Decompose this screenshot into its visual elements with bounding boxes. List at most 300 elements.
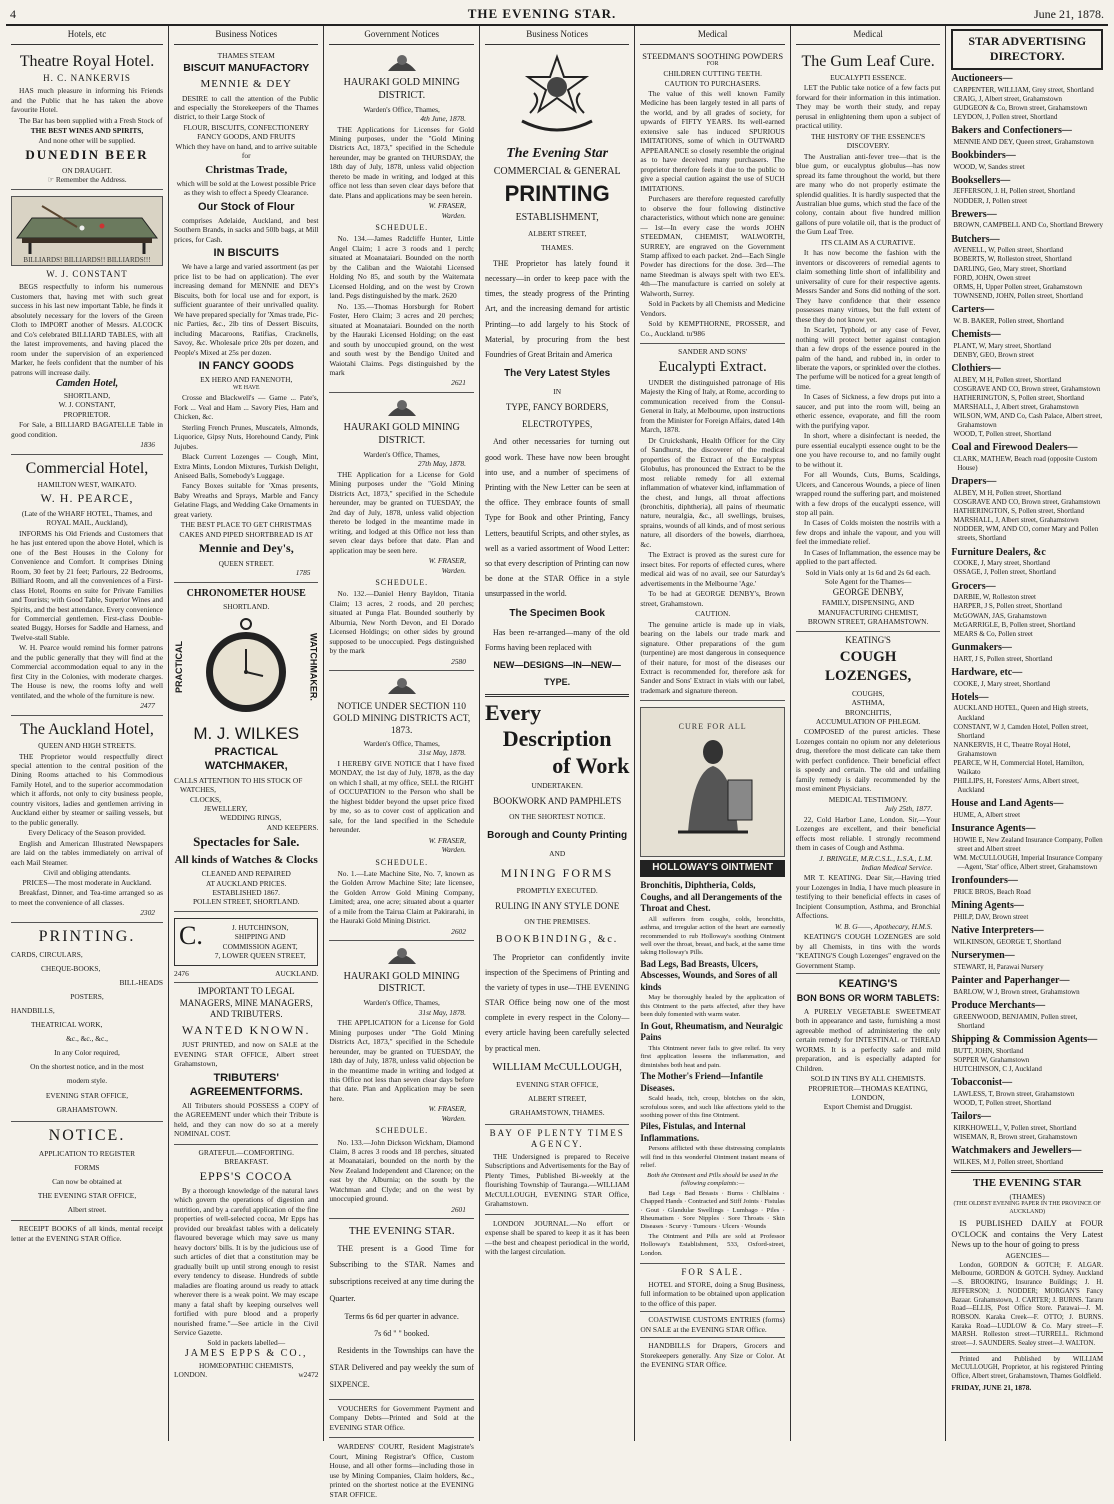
directory-category: Bookbinders—	[951, 149, 1016, 161]
ad-display-line: Every	[484, 700, 542, 726]
column-heading: Medical	[796, 26, 940, 45]
ad-body: The genuine article is made up in vials, bearing on the labels our trade mark and signature. Other preparations of the gum (turpentine) are most dangerous in consequence of their nature, for most of the diseases our Extract is recommended for, therefore ask for Sander and Sons' Extract in vials with our label, trademark and signature thereon.	[640, 619, 785, 695]
ad-vouchers	[329, 1400, 473, 1438]
ad-line: ALBERT STREET,	[527, 1093, 587, 1103]
ad-line: JEWELLERY,	[204, 803, 248, 813]
ad-body: The Extract is proved as the surest cure for insect bites. For reports of effected cures, where medical aid was of no avail, see our Saturday's advertisements in the Melbourne 'Age.'	[640, 550, 785, 588]
ad-body: INFORMS his Old Friends and Customers that he has just entered upon the above Hotel, which is one of the Best Houses in the Colony for Convenience and Comfort. It comprises Dining Room, 30 feet by 21 feet; Parlours, 22 Bedrooms, Billiard Room, and all the conveniences of a First-class Hotel, Rooms en suite for Private Families and Tourists; with Good Table, Superior Wines and Spirits, and the best attendance. Every convenience for Commercial gentlemen. First-class Double-seated Buggy, Horses for Saddle and Harness, and Twelve-stall Stable.	[11, 528, 163, 642]
ad-title: BISCUIT MANUFACTORY	[183, 61, 310, 74]
ad-body: In Cases of Colds moisten the nostrils with a few drops and inhale the vapour, and you will feel the immediate relief.	[795, 518, 941, 547]
coat-of-arms-icon	[329, 674, 473, 698]
ad-line: FAMILY, DISPENSING, AND MANUFACTURING CHEMIST,	[818, 598, 919, 617]
column-heading: Medical	[640, 26, 784, 45]
ad-line: Sold in Vials only at 1s 6d and 2s 6d each.	[805, 567, 931, 577]
directory-category: Coal and Firewood Dealers—	[951, 442, 1078, 454]
directory-entry: HUTCHINSON, C J, Auckland	[953, 1064, 1042, 1073]
column-heading: Hotels, etc	[11, 26, 163, 45]
ad-subhead: Bronchitis, Diphtheria, Colds, Coughs, and all Derangements of the Throat and Chest.	[640, 880, 782, 914]
directory-entry: MARSHALL, J, Albert street, Grahamstown	[953, 516, 1079, 525]
billiard-table-icon	[12, 196, 162, 256]
masthead	[6, 4, 1108, 26]
ad-body: By a thorough knowledge of the natural laws which govern the operations of digestion and nutrition, and by a careful application of the fine properties of well-selected cocoa, Mr Epps has provided our breakfast tables with a delicately flavoured beverage which may save us many heavy doctors' bills. It is by the judicious use of such articles of diet that a constitution may be gradually built up until strong enough to resist every tendency to disease. Hundreds of subtle maladies are floating around us ready to attack wherever there is a weak point. We may escape many a fatal shaft by keeping ourselves well fortified with pure blood and a properly nourished frame."—See article in the Civil Service Gazette.	[174, 1185, 319, 1337]
ad-body: We have a large and varied assortment (as per price list to be had on application). The ever increasing demand for MENNIE and DEY's Biscuits, both for local use and for export, is sufficient guarantee of their unrivalled quality. We have prepared specially for 'Xmas trade, Pic-nic Parties, &c., 2lb tins of Dessert Biscuits, including Macaroons, Ratifias, Cracknells, Savoy, &c. Wholesale price 20s per dozen, and People's Mixed at 25s per dozen.	[174, 262, 319, 357]
drop-letter: C.	[179, 920, 203, 950]
notice-role: Warden.	[441, 565, 466, 575]
paper-title: THE EVENING STAR.	[467, 6, 617, 21]
directory-entry: LAWLESS, T, Brown street, Grahamstown	[953, 1089, 1075, 1098]
ad-line: UNDERTAKEN.	[531, 781, 583, 791]
ad-body: The value of this well known Family Medicine has been largely tested in all parts of the world, and by all grades of society, for upwards of FIFTY YEARS. Its well-earned extensive sale has induced SPURIOUS IMITATIONS, some of which in OUTWARD APPEARANCE so closely resemble the original as to have deceived many purchasers. The proprietor therefore feels it due to the public to give a special caution against the use of SUCH IMITATIONS.	[640, 89, 785, 193]
ad-steedmans-powders	[640, 48, 784, 345]
paper-title: THE EVENING STAR	[972, 1176, 1082, 1189]
directory-entry: ALBEY, M H, Pollen street, Shortland	[953, 375, 1062, 384]
ad-signature: W. B. G——, Apothecary, H.M.S.	[834, 921, 933, 931]
ad-line: POSTERS,	[70, 992, 104, 1002]
ad-line: PROPRIETOR.	[63, 409, 111, 419]
notice-office: Warden's Office, Thames,	[363, 450, 440, 459]
ad-line: Can now be obtained at	[52, 1177, 122, 1187]
ad-body: LONDON JOURNAL.—No effort or expense shall be spared to keep it as it has been—the best and cheapest periodical in the world, with the largest circulation.	[484, 1218, 630, 1257]
directory-entry: WILKES, M J, Pollen street, Shortland	[953, 1157, 1063, 1166]
ad-body: Sold by KEMPTHORNE, PROSSER, and Co., Auckland. tu'986	[640, 319, 785, 338]
ad-line: ASTHMA,	[851, 698, 885, 708]
ad-subhead: Borough and County Printing	[487, 830, 628, 842]
ad-body: MR T. KEATING. Dear Sir,—Having tried your Lozenges in India, I have much pleasure in testifying to their beneficial effects in cases of Incipient Consumption, Asthma, and Bronchial Affections.	[795, 873, 941, 921]
ad-line: Sold in packets labelled—	[207, 1338, 286, 1348]
directory-entry: DARLING, Geo, Mary street, Shortland	[953, 264, 1067, 273]
ad-body: The Australian anti-fever tree—that is the blue gum, or eucalyptus globulus—has now spread its fame throughout the world, but there are many who do not properly estimate the splendid qualities. It is hardly suspected that the Australian blue gums, which stud the face of the colony, contain about five hundred million gallons of pure volatile oil, that is the product of the Gum Leaf Tree.	[795, 151, 941, 237]
ad-body: English and American Illustrated Newspapers are laid on the tables immediately on arrival of each Mail Steamer.	[11, 838, 163, 867]
notice-title: HAURAKI GOLD MINING DISTRICT.	[343, 422, 460, 447]
ad-line: Camden Hotel,	[55, 378, 119, 389]
ad-gum-leaf-cure	[796, 48, 940, 632]
ad-line: BROWN STREET, GRAHAMSTOWN.	[807, 617, 929, 627]
ad-line: AT AUCKLAND PRICES.	[205, 878, 287, 888]
advertising-directory	[951, 73, 1103, 1167]
ad-line: Terms 6s 6d per quarter in advance.	[344, 1311, 459, 1321]
ad-body: RECEIPT BOOKS of all kinds, mental receipt letter at the EVENING STAR Office.	[11, 1224, 163, 1243]
directory-entry: CONSTANT, W J, Camden Hotel, Pollen street, Shortland	[953, 722, 1089, 740]
ad-line: &c., &c., &c.,	[66, 1034, 108, 1044]
ad-line: GRAHAMSTOWN.	[56, 1104, 118, 1114]
ad-line: On the shortest notice, and in the most	[30, 1062, 144, 1072]
ad-line: HANDBILLS,	[11, 1006, 55, 1016]
ad-side-text: WATCHMAKER.	[308, 632, 319, 701]
ad-body: It has now become the fashion with the inventors or discoverers of remedial agents to claim something little short of infallibility and universality of cure for their respective agents. Messrs Sander and Sons did nothing of the sort. They have confidence that their essence possesses many virtues, but the full extent of these they do not know yet.	[795, 248, 941, 324]
directory-entry: SOPPER W, Grahamstown	[953, 1055, 1030, 1064]
directory-entry: COOKE, J, Mary street, Shortland	[953, 559, 1050, 568]
ad-line: THE BEST PLACE TO GET CHRISTMAS CAKES AND PIPED SHORTBREAD IS AT	[179, 520, 314, 539]
ad-body: THE present is a Good Time for Subscribing to the STAR. Names and subscriptions received at any time during the Quarter.	[329, 1243, 474, 1303]
ad-line: Export Chemist and Druggist.	[823, 1102, 913, 1112]
directory-entry: KIRKHOWELL, V, Pollen street, Shortland	[953, 1123, 1077, 1132]
directory-entry: ALBEY, M H, Pollen street, Shortland	[953, 489, 1062, 498]
ad-line: QUEEN STREET.	[218, 558, 274, 568]
directory-entry: WISEMAN, R, Brown street, Grahamstown	[953, 1132, 1078, 1141]
ad-body: VOUCHERS for Government Payment and Company Debts—Printed and Sold at the EVENING STAR Office.	[329, 1403, 474, 1432]
column-heading: Business Notices	[174, 26, 318, 45]
ad-signature: GEORGE DENBY,	[832, 586, 904, 597]
ad-display-line: Description	[502, 726, 612, 752]
directory-entry: DENBY, GEO, Brown street	[953, 350, 1034, 359]
ad-line: SANDER AND SONS'	[678, 347, 748, 357]
notice-date: 31st May, 1878.	[418, 1007, 466, 1017]
ad-line: RULING IN ANY STYLE DONE	[495, 901, 620, 912]
ad-subhead: Our Stock of Flour	[197, 200, 295, 213]
ad-line: 7, LOWER QUEEN STREET,	[214, 951, 306, 961]
ad-number: 1836	[140, 440, 155, 450]
directory-entry: TOWNSEND, JOHN, Pollen street, Shortland	[953, 291, 1083, 300]
directory-entry: NODDER, WM, AND CO, corner Mary and Pollen streets, Shortland	[953, 525, 1099, 543]
directory-entry: McGARRIGLE, B, Pollen street, Shortland	[953, 620, 1076, 629]
directory-category: Butchers—	[951, 233, 1000, 245]
ad-body: All sufferers from coughs, colds, bronchitis, asthma, and irregular action of the heart are earnestly recommended to rub Holloway's soothing Ointment well over the throat, breast, and back, at the same time taking Holloway's Pills.	[640, 915, 785, 957]
directory-entry: GUDGEON & Co, Brown street, Grahamstown	[953, 103, 1088, 112]
directory-category: Painter and Paperhanger—	[951, 974, 1070, 986]
ad-subhead: Spectacles for Sale.	[193, 834, 300, 850]
directory-category: Bakers and Confectioners—	[951, 124, 1072, 136]
directory-category: Drapers—	[951, 476, 997, 488]
ad-auckland-hotel	[11, 716, 163, 923]
schedule-heading: SCHEDULE.	[375, 1126, 429, 1136]
ad-body: HAS much pleasure in informing his Friends and the Public that he has taken the above favourite Hotel.	[11, 86, 163, 115]
ad-line: MINING FORMS	[500, 865, 614, 880]
notice-number: 2601	[451, 1204, 466, 1214]
ad-body: In Scarlet, Typhoid, or any case of Fever, nothing will protect better against contagion than a few drops of the essence poured in the palm of the hand, and rubbed in, in order to liberate the vapors, or sprinkled over the clothes. The perfume will be noticed for a great length of time.	[795, 325, 941, 391]
ad-line: EVENING STAR OFFICE,	[516, 1079, 599, 1089]
ad-title: THE EVENING STAR.	[348, 1225, 455, 1238]
directory-entry: MENNIE AND DEY, Queen street, Grahamstown	[953, 137, 1094, 146]
ad-number: 1785	[295, 568, 311, 578]
coat-of-arms-icon	[329, 396, 473, 420]
ad-side-text: PRACTICAL	[174, 640, 184, 693]
ad-line: KEATING'S	[845, 634, 891, 645]
ad-line: THE HISTORY OF THE ESSENCE'S DISCOVERY.	[811, 131, 926, 151]
directory-category: Furniture Dealers, &c	[951, 546, 1046, 558]
ad-line: QUEEN AND HIGH STREETS.	[38, 741, 136, 751]
notice-signature: W. FRASER,	[428, 835, 466, 845]
ad-body: Breakfast, Dinner, and Tea-time arranged so as to meet the convenience of all classes.	[11, 888, 163, 907]
ad-line: AGENCIES—	[1005, 1251, 1050, 1261]
ad-line: PROMPTLY EXECUTED.	[516, 886, 598, 896]
directory-category: Mining Agents—	[951, 900, 1024, 912]
directory-category: Produce Merchants—	[951, 999, 1046, 1011]
ad-line: (Late of the WHARF HOTEL, Thames, and ROYAL MAIL, Auckland),	[21, 508, 153, 528]
ad-line: J. HUTCHINSON,	[231, 922, 289, 932]
directory-category: Booksellers—	[951, 174, 1011, 186]
notice-signature: W. FRASER,	[428, 556, 466, 566]
schedule-entry: No. 134.—James Radcliffe Hunter, Little Angel Claim; 1 acre 3 roods and 1 perch; situated at Moanataiari. Bounded on the north by the Caliban and the Waiotahi Licensed Holding No 85, and south by the Waitemata Licensed Holding, and on the west by Crown land. Pegs distinguished by the mark. 2620	[329, 234, 474, 301]
ad-title: PRINTING	[504, 181, 610, 207]
notice-body: THE APPLICATION for a License for Gold Mining purposes under "The Gold Mining Districts Act, 1873," specified in the Schedule hereunder, may be granted on TUESDAY, the 18th day of July, 1878, unless valid objection be in the meantime made in writing and lodged at this Office not less than seven clear days before that date. Plan and Application may be seen here.	[329, 1018, 474, 1103]
ad-line: PROPRIETOR—THOMAS KEATING, LONDON,	[808, 1083, 928, 1102]
directory-entry: HARPER, J S, Pollen street, Shortland	[953, 602, 1062, 611]
ad-banner: HOLLOWAY'S OINTMENT	[640, 860, 784, 877]
directory-entry: PRICE BROS, Beach Road	[953, 888, 1031, 897]
ad-tributers	[174, 983, 318, 1144]
schedule-heading: SCHEDULE.	[375, 857, 429, 867]
directory-entry: WOOD, T, Pollen street, Shortland	[953, 1098, 1052, 1107]
ad-signature: WILLIAM McCULLOUGH,	[492, 1060, 622, 1073]
directory-entry: HUME, A, Albert street	[953, 811, 1021, 820]
directory-entry: NODDER, J, Pollen street	[953, 196, 1028, 205]
notice-signature: W. FRASER,	[428, 1104, 466, 1114]
directory-entry: MARSHALL, J, Albert street, Grahamstown	[953, 402, 1079, 411]
directory-category: Nurserymen—	[951, 950, 1015, 962]
ad-line: ESTABLISHED 1867.	[212, 888, 281, 898]
ad-display-line: of Work	[552, 752, 630, 778]
notice-role: Warden.	[441, 1113, 466, 1123]
ad-body: COMPOSED of the purest articles. These Lozenges contain no opium nor any deleterious drug, therefore the most delicate can take them with perfect confidence. Their beneficial effect is speedy and certain. The old and unfailing family remedy is daily recommended by the most eminent Physicians.	[795, 727, 941, 794]
directory-entry: PHILLIPS, H, Foresters' Arms, Albert street, Auckland	[953, 777, 1079, 795]
ad-line: (THAMES)	[1009, 1191, 1045, 1201]
schedule-entry: No. 132.—Daniel Henry Bayldon, Titania Claim; 13 acres, 2 roods, and 20 perches; situated at Punga Flat. Bounded southerly by Alburnia, New North Devon, and El Dorado Licensed Holdings; on other sides by ground supposed to be unoccupied. Pegs distinguished by the mark	[329, 589, 474, 656]
ad-for-sale	[640, 1264, 784, 1374]
ad-body: For Sale, a BILLIARD BAGATELLE Table in good condition.	[11, 420, 163, 439]
ad-body: KEATING'S COUGH LOZENGES are sold by all Chemists, in tins with the words "KEATING'S Cough Lozenges" engraved on the Government Stamp.	[795, 932, 941, 970]
ad-line: GRAHAMSTOWN, THAMES.	[509, 1107, 605, 1117]
ad-line: MENNIE & DEY	[200, 78, 292, 91]
ad-body: HOTEL and STORE, doing a Snug Business, full information to be obtained upon application to the office of this paper.	[640, 1279, 785, 1308]
ad-line: HOMŒOPATHIC CHEMISTS,	[198, 1360, 294, 1370]
directory-category: Hardware, etc—	[951, 666, 1023, 678]
directory-category: Hotels—	[951, 691, 989, 703]
ad-body: In Cases of Inflammation, the essence may be applied to the part affected.	[795, 547, 941, 567]
directory-entry: NANKERVIS, H C, Theatre Royal Hotel, Grahamstown	[953, 740, 1071, 758]
notice-office: Warden's Office, Thames,	[363, 998, 440, 1008]
ad-line: PRICES—The most moderate in Auckland.	[22, 877, 152, 887]
ad-body: And other necessaries for turning out good work. These have now been brought into use, and a number of specimens of Printing with the New Letter can be seen at the office. They embrace founts of small Type for Book and other Printing, Fancy Letters, beautiful Scripts, and other styles, as well as a varied assortment of Wood Letter: so that every description of Printing can now be done at the STAR Office in a style unsurpassed in the world.	[484, 437, 630, 599]
directory-entry: FORD, JOHN, Owen street	[953, 273, 1031, 282]
ad-subhead: Bad Legs, Bad Breasts, Ulcers, Abscesses, Wounds, and Sores of all kinds	[640, 958, 778, 992]
ad-line: COMMERCIAL & GENERAL	[493, 166, 621, 178]
ad-title: COUGH LOZENGES,	[824, 649, 912, 685]
cut-caption: CURE FOR ALL	[678, 722, 747, 732]
ad-line: SHIPPING AND	[234, 932, 286, 942]
ad-line: THE BEST WINES AND SPIRITS,	[30, 126, 144, 136]
ad-line: AUCKLAND.	[275, 968, 319, 978]
ad-body: The Proprietor can confidently invite inspection of the Specimens of Printing and the variety of types in use—THE EVENING STAR Office being now one of the most complete in every respect in the Colony—every article having been carefully selected by practical men.	[484, 952, 630, 1053]
notice-number: 2602	[451, 926, 466, 936]
ad-printing	[11, 923, 163, 1122]
ad-wardens-court	[329, 1438, 473, 1504]
ad-line: Indian Medical Service.	[861, 863, 933, 872]
ad-line	[11, 175, 163, 184]
ad-title: EPPS'S COCOA	[199, 1168, 293, 1183]
ad-line: BILL-HEADS	[119, 978, 163, 988]
ad-body: Persons afflicted with these distressing complaints will find in this wonderful Ointment instant means of relief.	[640, 1145, 785, 1170]
crest-icon	[485, 51, 629, 146]
ad-line: July 25th, 1877.	[884, 804, 933, 814]
directory-entry: DARBIE, W, Rolleston street	[953, 593, 1036, 602]
ad-body: In Cases of Sickness, a few drops put into a saucer, and put into the room will, being an etheric essence, evaporate, and fill the room with the purifying vapor.	[795, 392, 941, 430]
column-medical-1	[635, 26, 790, 1441]
directory-category: Native Interpreters—	[951, 925, 1044, 937]
directory-entry: W. B. BAKER, Pollen street, Shortland	[953, 316, 1064, 325]
ad-line: BOOKBINDING, &c.	[496, 933, 619, 945]
directory-category: Chemists—	[951, 328, 1001, 340]
directory-entry: McGOWAN, JAS, Grahamstown	[953, 611, 1047, 620]
directory-entry: CLARK, MATHEW, Beach road (opposite Custom House)	[953, 455, 1098, 473]
ad-line: HAMILTON WEST, WAIKATO.	[37, 480, 137, 489]
schedule-entry: No. 1.—Late Machine Site, No. 7, known as the Golden Arrow Machine Site; late licensee, the Golden Arrow Gold Mining Company, Limited; area, one acre; situated about a quarter of a mile from the Tairua Claim at Pakirarahi, in the Hauraki Gold Mining District.	[329, 868, 474, 926]
directory-entry: WM. McCULLOUGH, Imperial Insurance Company—Agent, 'Star' office, Albert street, Grahamstown	[953, 854, 1103, 872]
directory-entry: WILKINSON, GEORGE T, Shortland	[953, 937, 1061, 946]
cut-caption: BILLIARDS! BILLIARDS!! BILLIARDS!!!	[23, 256, 151, 265]
ad-line: AND KEEPERS.	[266, 822, 319, 832]
ad-body: BEGS respectfully to inform his numerous Customers that, having met with such great success in his last new important Table, he finds it absolutely necessary for the lovers of the Green Cloth to IMPORT another of Messrs. ALCOCK and Co's celebrated BILLIARD TABLES, with all the latest improvements, and having placed the room under the supervision of an experienced Marker, he feels confident that the number of his patrons will increase daily.	[11, 282, 163, 377]
directory-entry: GREENWOOD, BENJAMIN, Pollen street, Shortland	[953, 1012, 1078, 1030]
ad-body: Fancy Boxes suitable for 'Xmas presents, Baby Wreaths and Sprays, Marble and Fancy Gelatine Flags, and Wedding Cake Ornaments in great variety.	[174, 481, 319, 519]
ad-title: NOTICE.	[48, 1126, 126, 1144]
directory-category: House and Land Agents—	[951, 798, 1064, 810]
ad-line: Both the Ointment and Pills should be used in the following complaints:—	[647, 1171, 779, 1188]
ad-line: PRACTICAL WATCHMAKER,	[204, 746, 288, 773]
notice-hauraki-2	[329, 393, 473, 671]
ad-remember: Remember the Address.	[55, 175, 127, 185]
column-hotels	[6, 26, 169, 1441]
notice-date: 27th May, 1878.	[417, 459, 466, 469]
ad-subhead: Piles, Fistulas, and Internal Inflammations.	[640, 1121, 746, 1143]
directory-category: Clothiers—	[951, 362, 1001, 374]
ad-body: Purchasers are therefore requested carefully to observe the four following distinctive characteristics, without which none are genuine:— 1st—In every case the words JOHN STEEDMAN, CHEMIST, WALWORTH, SURREY, are engraved on the Government Stamp affixed to each packet. 2nd—Each Single Powder has directions for the dose. 3rd—The name Steedman is always spelt with two EE's. 4th—The manufacture is carried on solely at Walworth, Surrey.	[640, 194, 785, 298]
directory-category: Gunmakers—	[951, 641, 1012, 653]
ad-line: CLEANED AND REPAIRED	[201, 869, 291, 879]
ad-line: EX HERO AND FANENOTH,	[200, 375, 293, 385]
pointing-hand-icon: ☞	[47, 175, 56, 185]
ad-body: A PURELY VEGETABLE SWEETMEAT both in appearance and taste, furnishing a most agreeable method of administering the only certain remedy for INTESTINAL or THREAD WORMS. It is a perfectly safe and mild preparation, and is especially adapted for Children.	[795, 1006, 941, 1073]
notice-role: Warden.	[441, 210, 466, 220]
ad-signature: Mennie and Dey's,	[198, 541, 294, 556]
ad-signature: J. BRINGLE, M.R.C.S.L., L.S.A., L.M.	[819, 853, 933, 863]
schedule-heading: SCHEDULE.	[375, 223, 429, 233]
ad-line: CHEQUE-BOOKS,	[41, 963, 101, 973]
column-heading: Business Notices	[485, 26, 629, 45]
ad-subhead: IN BISCUITS	[213, 247, 279, 260]
ad-body: Has been re-arranged—many of the old Forms having been replaced with	[484, 627, 630, 652]
column-government-notices	[324, 26, 479, 1499]
ad-body: Crosse and Blackwell's — Game ... Pate's, Fork ... Veal and Ham ... Savory Pies, Ham and Chicken, &c.	[174, 393, 319, 422]
ad-body: W. H. Pearce would remind his former patrons and the public generally that they will find at the Commercial accommodation equal to any in the first City in the Colonies, with moderate charges. The House is new, the rooms lofty and well ventilated, and the whole of the furniture is new.	[11, 643, 163, 700]
ad-line: BOOKWORK AND PAMPHLETS	[493, 796, 622, 807]
ad-number: w2472	[298, 1370, 319, 1380]
ad-title: Theatre Royal Hotel.	[19, 52, 155, 70]
column-star-printing	[480, 26, 635, 1441]
ad-subhead: KEATING'S	[838, 978, 898, 991]
ad-body: All Tributers should POSSESS a COPY of the AGREEMENT under which their Tribute is held, and they can now do so at a merely NOMINAL COST.	[174, 1100, 319, 1139]
ad-theatre-royal-hotel	[11, 48, 163, 190]
ad-line: CLOCKS,	[190, 794, 222, 804]
ad-line: ITS CLAIM AS A CURATIVE.	[820, 237, 916, 247]
ad-london-journal	[485, 1215, 629, 1262]
ad-line: AND	[549, 849, 566, 859]
column-heading: Government Notices	[329, 26, 473, 45]
directory-entry: WOOD, W, Sandes street	[953, 162, 1025, 171]
ad-subhead: The Specimen Book	[509, 607, 605, 619]
imprint: Printed and Published by WILLIAM McCULLOUGH, Proprietor, at his registered Printing Office, Albert street, Grahamstown, Thames Goldfield.	[951, 1355, 1104, 1381]
ad-proprietor: H. C. NANKERVIS	[43, 72, 131, 83]
ad-body: JUST PRINTED, and now on SALE at the EVENING STAR OFFICE, Albert street Grahamstown,	[174, 1040, 319, 1069]
ad-mennie-dey	[174, 48, 318, 583]
ad-epps-cocoa	[174, 1145, 318, 1384]
schedule-entry: No. 133.—John Dickson Wickham, Diamond Claim, 8 acres 3 roods and 18 perches, situated at Moanataiari, bounded on the north by the New Zealand Independent and Clarence; on the east by the Alburnia; on the south by the Watchman and Clyde; and on the west by unoccupied ground.	[329, 1137, 474, 1204]
directory-entry: CRAIG, J, Albert street, Grahamstown	[953, 94, 1063, 103]
ad-title: Commercial Hotel,	[25, 459, 149, 477]
ad-number: 2476	[174, 968, 189, 978]
ad-signature: W. J. CONSTANT,	[58, 400, 116, 410]
ad-body: The Bar has been supplied with a Fresh Stock of	[19, 115, 163, 125]
issue-date: June 21, 1878.	[1034, 7, 1104, 21]
schedule-heading: SCHEDULE.	[375, 578, 429, 588]
ad-commercial-hotel	[11, 455, 163, 716]
ad-subhead: NEW—DESIGNS—IN—NEW—TYPE.	[493, 659, 621, 687]
ad-line: EVENING STAR OFFICE,	[45, 1090, 129, 1100]
ad-body: Black Current Lozenges — Cough, Mint, Extra Mints, London Mixtures, Turkish Delight, Aniseed Balls, Somebody's Luggage.	[174, 452, 319, 481]
imprint-date: FRIDAY, JUNE 21, 1878.	[951, 1382, 1032, 1392]
ad-body: Dr Cruickshank, Health Officer for the City of Sandhurst, the discoverer of the medical properties of the Extract of the Eucalyptus Globulus, has pronounced the Extract to be the most reliable remedy for all external inflammation of whatever kind, inflammation of the chest, and lungs, all throat affections (bronchitis, diphtheria), all pains of rheumatic nature, neuralgia, &c., all swellings, bruises, sprains, wounds of all kinds, and of most serious nature, all disorders of the bowels, diarrhoea, &c.	[640, 435, 785, 549]
notice-hauraki-1	[329, 48, 473, 393]
ad-subhead: Christmas Trade,	[205, 163, 288, 176]
ad-body: comprises Adelaide, Auckland, and best Southern Brands, in sacks and 50lb bags, at Mill prices, for Cash.	[174, 215, 319, 244]
directory-category: Watchmakers and Jewellers—	[951, 1144, 1082, 1156]
ad-line: ON THE PREMISES.	[524, 917, 591, 927]
ad-line: 7s 6d " " booked.	[374, 1328, 430, 1338]
ad-bay-of-plenty-times	[485, 1125, 629, 1215]
directory-entry: AUCKLAND HOTEL, Queen and High streets, Auckland	[953, 704, 1089, 722]
directory-category: Tailors—	[951, 1110, 991, 1122]
directory-entry: COOKE, J, Mary street, Shortland	[953, 679, 1050, 688]
directory-entry: WILSON, WM, AND Co, Cash Palace, Albert street, Grahamstown	[953, 411, 1103, 430]
ad-line: THAMES STEAM	[217, 50, 275, 60]
ad-subhead: BON BONS OR WORM TABLETS:	[796, 993, 940, 1004]
coat-of-arms-icon	[329, 51, 473, 75]
ad-line: FORMS	[74, 1163, 100, 1173]
ad-line: And none other will be supplied.	[38, 135, 136, 145]
ad-line: WEDDING RINGS,	[220, 813, 282, 823]
coat-of-arms-icon	[329, 944, 473, 968]
ad-line: Sole Agent for the Thames—	[824, 577, 912, 587]
ad-body: COASTWISE CUSTOMS ENTRIES (forms) ON SALE at the EVENING STAR Office.	[640, 1315, 785, 1334]
ad-title: The Auckland Hotel,	[20, 720, 154, 738]
directory-entry: WOOD, T, Pollen street, Shortland	[953, 430, 1052, 439]
directory-entry: COSGRAVE AND CO, Brown street, Grahamstown	[953, 384, 1101, 393]
ad-line: SHORTLAND,	[63, 390, 111, 400]
ad-title: Eucalypti Extract.	[658, 358, 767, 375]
ad-line: ELECTROTYPES,	[522, 419, 593, 430]
ad-proprietor: W. J. CONSTANT	[46, 268, 128, 279]
ad-line: All kinds of Watches & Clocks	[174, 854, 318, 866]
directory-heading: STAR ADVERTISING DIRECTORY.	[951, 29, 1103, 70]
ad-body: For all Wounds, Cuts, Burns, Scaldings, Ulcers, and Cancerous Wounds, a piece of linen wrapped round the suffering part, and moistened with a few drops of the eucalypti essence, will stop all pain.	[795, 470, 941, 517]
directory-entry: HOWIE E, New Zealand Insurance Company, Pollen street and Albert street	[953, 836, 1103, 854]
notice-role: Warden.	[441, 845, 466, 855]
ad-star-subscriptions	[329, 1219, 473, 1399]
ad-holloways-ointment	[640, 701, 784, 1264]
ad-line: (THE OLDEST EVENING PAPER IN THE PROVINCE OF AUCKLAND)	[953, 1201, 1101, 1215]
ad-subhead: The Mother's Friend—Infantile Diseases.	[640, 1071, 763, 1093]
directory-category: Tobacconist—	[951, 1076, 1013, 1088]
ad-body: This Ointment never fails to give relief. Its very first application lessens the inflammation, and diminishes both heat and pain.	[640, 1044, 785, 1069]
directory-entry: PEARCE, W H, Commercial Hotel, Hamilton, Waikato	[953, 758, 1084, 777]
notice-number: 2580	[451, 656, 466, 666]
ad-line: CAUTION TO PURCHASERS.	[664, 78, 761, 88]
ad-line: LONDON.	[174, 1370, 208, 1380]
notice-date: 4th June, 1878.	[420, 114, 466, 124]
ad-number: 2477	[140, 701, 155, 711]
directory-entry: OSSAGE, J, Pollen street, Shortland	[953, 568, 1056, 577]
directory-entry: ORMS, H, Upper Pollen street, Grahamstown	[953, 282, 1083, 291]
directory-category: Shipping & Commission Agents—	[951, 1033, 1098, 1045]
